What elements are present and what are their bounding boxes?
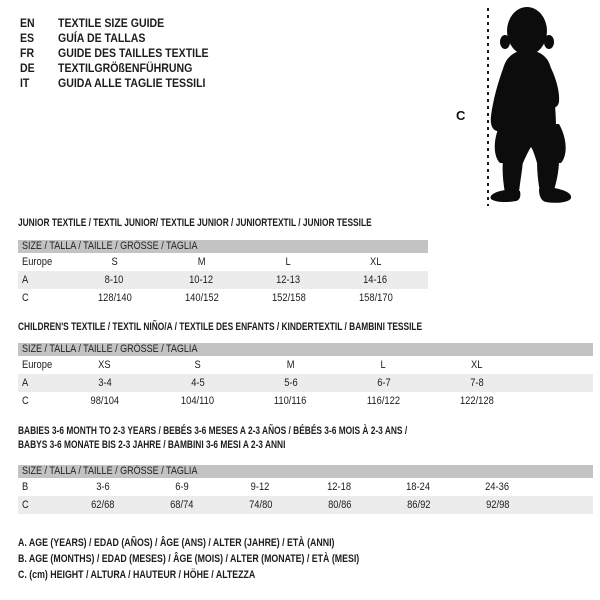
value-cell: 14-16 bbox=[363, 274, 388, 286]
spacer-cell bbox=[523, 392, 593, 410]
value-cell: 62/68 bbox=[90, 499, 115, 511]
value-cell: 110/116 bbox=[274, 395, 307, 407]
value-cell: 8-10 bbox=[105, 274, 124, 286]
value-cell: 152/158 bbox=[271, 292, 306, 304]
table-row bbox=[18, 478, 593, 496]
table-row bbox=[18, 496, 593, 514]
value-cell: S bbox=[194, 359, 201, 371]
value-cell: 12-13 bbox=[276, 274, 301, 286]
value-cell: 5-6 bbox=[283, 377, 298, 389]
size-header-bar: SIZE / TALLA / TAILLE / GRÖSSE / TAGLIA bbox=[18, 465, 593, 478]
value-cell: 104/110 bbox=[180, 395, 215, 407]
value-cell: M bbox=[197, 256, 206, 268]
value-cell: M bbox=[286, 359, 295, 371]
value-cell: 3-6 bbox=[95, 481, 110, 493]
table-row bbox=[18, 253, 428, 271]
table-title-line: CHILDREN'S TEXTILE / TEXTIL NIÑO/A / TEXTILE DES ENFANTS / KINDERTEXTIL / BAMBINI TESSILE bbox=[18, 321, 423, 333]
value-cell: 74/80 bbox=[248, 499, 273, 511]
row-label-cell: B bbox=[22, 481, 29, 493]
value-cell: 12-18 bbox=[327, 481, 352, 493]
language-label: TEXTILGRÖßENFÜHRUNG bbox=[58, 60, 193, 75]
note-age-months: B. AGE (MONTHS) / EDAD (MESES) / ÂGE (MOIS) / ALTER (MONATE) / ETÀ (MESI) bbox=[18, 553, 360, 565]
value-cell: 140/152 bbox=[184, 292, 219, 304]
spacer-cell bbox=[419, 253, 428, 271]
value-cell: 6-7 bbox=[376, 377, 391, 389]
language-row bbox=[20, 45, 229, 60]
value-cell: 122/128 bbox=[459, 395, 494, 407]
language-code: EN bbox=[20, 15, 35, 30]
table-title bbox=[18, 424, 593, 452]
children-size-table-section bbox=[18, 320, 593, 410]
language-label: GUIDE DES TAILLES TEXTILE bbox=[58, 45, 209, 60]
value-cell: L bbox=[380, 359, 387, 371]
value-cell: 10-12 bbox=[189, 274, 214, 286]
row-label-cell: C bbox=[22, 499, 29, 511]
value-cell: 4-5 bbox=[190, 377, 205, 389]
value-cell: 80/86 bbox=[327, 499, 352, 511]
row-label-cell: C bbox=[22, 292, 29, 304]
value-cell: 3-4 bbox=[97, 377, 112, 389]
value-cell: 68/74 bbox=[169, 499, 194, 511]
spacer-cell bbox=[537, 478, 593, 496]
value-cell: 92/98 bbox=[485, 499, 510, 511]
language-code: IT bbox=[20, 75, 30, 90]
language-code: DE bbox=[20, 60, 35, 75]
value-cell: 6-9 bbox=[174, 481, 189, 493]
size-header-bar: SIZE / TALLA / TAILLE / GRÖSSE / TAGLIA bbox=[18, 343, 593, 356]
value-cell: 158/170 bbox=[358, 292, 393, 304]
table-row bbox=[18, 392, 593, 410]
value-cell: 7-8 bbox=[469, 377, 484, 389]
table-title bbox=[18, 320, 593, 334]
spacer-cell bbox=[419, 271, 428, 289]
table-title bbox=[18, 216, 428, 230]
row-label-cell: A bbox=[22, 377, 29, 389]
language-row bbox=[20, 30, 229, 45]
size-table bbox=[18, 356, 593, 410]
table-row bbox=[18, 356, 593, 374]
language-row bbox=[20, 60, 229, 75]
size-header-bar: SIZE / TALLA / TAILLE / GRÖSSE / TAGLIA bbox=[18, 240, 428, 253]
value-cell: S bbox=[111, 256, 118, 268]
row-label-cell: A bbox=[22, 274, 29, 286]
language-row bbox=[20, 15, 229, 30]
size-table bbox=[18, 253, 428, 307]
table-row bbox=[18, 271, 428, 289]
note-height-cm: C. (cm) HEIGHT / ALTURA / HAUTEUR / HÖHE / ALTEZZA bbox=[18, 569, 256, 581]
note-age-years: A. AGE (YEARS) / EDAD (AÑOS) / ÂGE (ANS) / ALTER (JAHRE) / ETÀ (ANNI) bbox=[18, 537, 335, 549]
value-cell: L bbox=[285, 256, 292, 268]
table-title-line: JUNIOR TEXTILE / TEXTIL JUNIOR/ TEXTILE JUNIOR / JUNIORTEXTIL / JUNIOR TESSILE bbox=[18, 217, 372, 229]
junior-size-table-section bbox=[18, 216, 428, 307]
spacer-cell bbox=[537, 496, 593, 514]
baby-height-figure bbox=[440, 0, 600, 212]
legend-notes bbox=[18, 535, 445, 583]
row-label-cell: C bbox=[22, 395, 29, 407]
toddler-silhouette-icon bbox=[491, 7, 572, 203]
babies-size-table-section bbox=[18, 424, 593, 514]
spacer-cell bbox=[523, 374, 593, 392]
value-cell: XS bbox=[98, 359, 111, 371]
row-label-cell: Europe bbox=[22, 256, 53, 268]
table-title-line: BABIES 3-6 MONTH TO 2-3 YEARS / BEBÉS 3-6 MESES A 2-3 AÑOS / BÉBÉS 3-6 MOIS À 2-3 ANS / bbox=[18, 425, 408, 437]
language-label: TEXTILE SIZE GUIDE bbox=[58, 15, 165, 30]
language-code: ES bbox=[20, 30, 35, 45]
size-table bbox=[18, 478, 593, 514]
language-list bbox=[20, 15, 229, 90]
language-code: FR bbox=[20, 45, 35, 60]
language-label: GUIDA ALLE TAGLIE TESSILI bbox=[58, 75, 206, 90]
table-row bbox=[18, 374, 593, 392]
value-cell: 86/92 bbox=[406, 499, 431, 511]
value-cell: XL bbox=[470, 359, 483, 371]
table-title-line: BABYS 3-6 MONATE BIS 2-3 JAHRE / BAMBINI 3-6 MESI A 2-3 ANNI bbox=[18, 439, 286, 451]
language-row bbox=[20, 75, 229, 90]
language-label: GUÍA DE TALLAS bbox=[58, 30, 146, 45]
value-cell: XL bbox=[369, 256, 382, 268]
spacer-cell bbox=[419, 289, 428, 307]
table-row bbox=[18, 289, 428, 307]
value-cell: 18-24 bbox=[406, 481, 431, 493]
value-cell: 9-12 bbox=[251, 481, 270, 493]
spacer-cell bbox=[523, 356, 593, 374]
row-label-cell: Europe bbox=[22, 359, 53, 371]
value-cell: 116/122 bbox=[366, 395, 401, 407]
value-cell: 24-36 bbox=[485, 481, 510, 493]
height-label-c: C bbox=[456, 108, 466, 123]
value-cell: 128/140 bbox=[97, 292, 132, 304]
value-cell: 98/104 bbox=[90, 395, 119, 407]
